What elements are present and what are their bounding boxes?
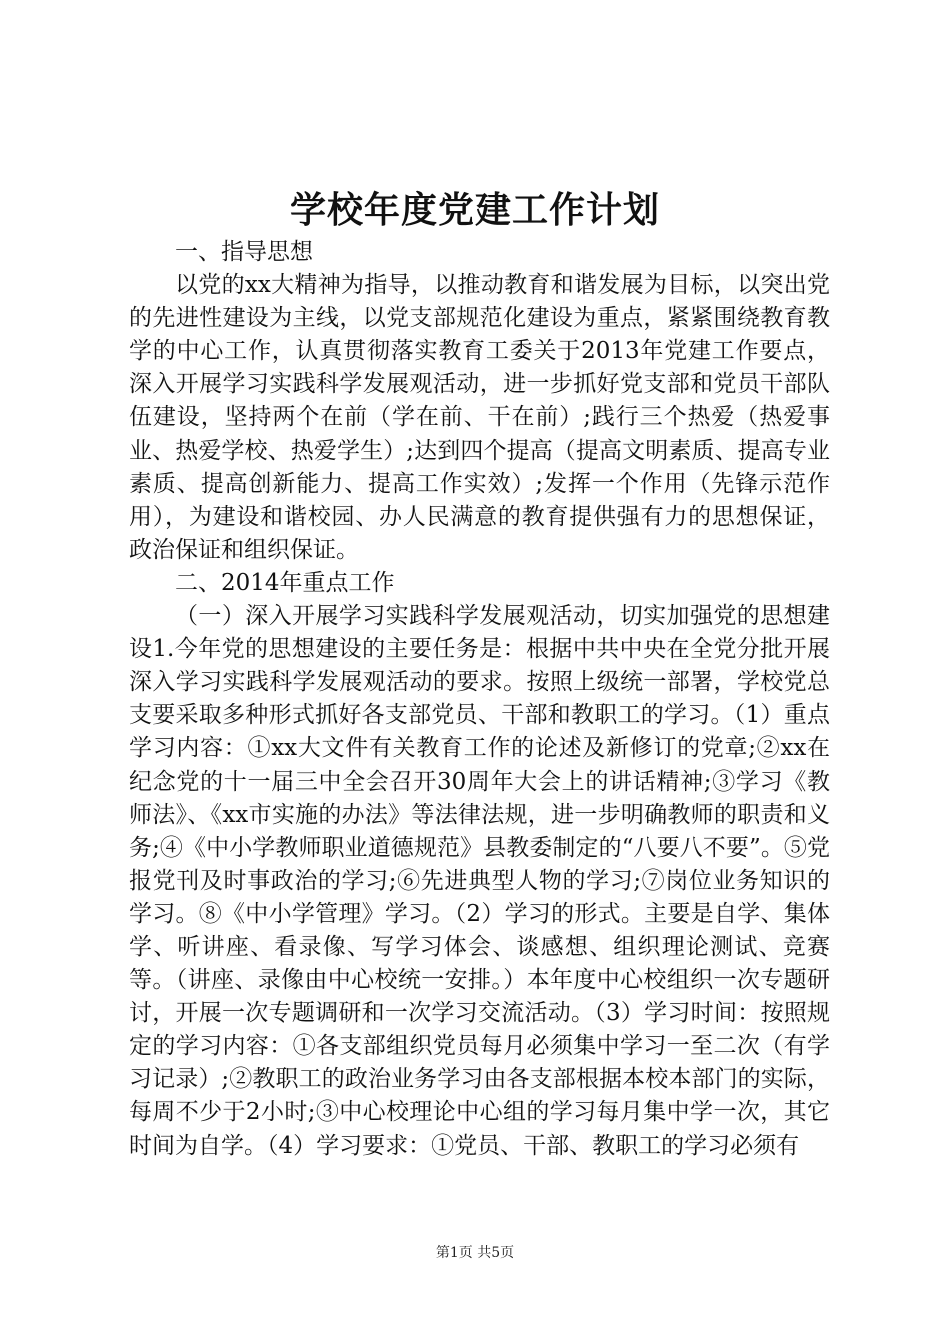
paragraph-key-work: （一）深入开展学习实践科学发展观活动，切实加强党的思想建设1.今年党的思想建设的主要任务是：根据中共中央在全党分批开展深入学习实践科学发展观活动的要求。按照上级统一部署，学校党总支要采取多种形式抓好各支部党员、干部和教职工的学习。（1）重点学习内容：①xx大文件有关教育工作的论述及新修订的党章;②xx在纪念党的十一届三中全会召开30周年大会上的讲话精神;③学习《教师法》、《xx市实施的办法》等法律法规，进一步明确教师的职责和义务;④《中小学教师职业道德规范》县教委制定的“八要八不要”。⑤党报党刊及时事政治的学习;⑥先进典型人物的学习;⑦岗位业务知识的学习。⑧《中小学管理》学习。（2）学习的形式。主要是自学、集体学、听讲座、看录像、写学习体会、谈感想、组织理论测试、竞赛等。（讲座、录像由中心校统一安排。）本年度中心校组织一次专题研讨，开展一次专题调研和一次学习交流活动。（3）学习时间：按照规定的学习内容：①各支部组织党员每月必须集中学习一至二次（有学习记录）;②教职工的政治业务学习由各支部根据本校本部门的实际，每周不少于2小时;③中心校理论中心组的学习每月集中学一次，其它时间为自学。（4）学习要求：①党员、干部、教职工的学习必须有 xyxy=(129,603,830,1159)
section-heading-key-work: 二、2014年重点工作 xyxy=(175,569,395,596)
page-footer: 第1页 共5页 xyxy=(435,1245,515,1261)
document-body xyxy=(129,236,830,1163)
document-title: 学校年度党建工作计划 xyxy=(289,189,660,231)
section-heading-guiding-ideology: 一、指导思想 xyxy=(175,239,313,265)
paragraph-guiding-ideology: 以党的xx大精神为指导，以推动教育和谐发展为目标，以突出党的先进性建设为主线，以党支部规范化建设为重点，紧紧围绕教育教学的中心工作，认真贯彻落实教育工委关于2013年党建工作要点，深入开展学习实践科学发展观活动，进一步抓好党支部和党员干部队伍建设，坚持两个在前（学在前、干在前）;践行三个热爱（热爱事业、热爱学校、热爱学生）;达到四个提高（提高文明素质、提高专业素质、提高创新能力、提高工作实效）;发挥一个作用（先锋示范作用），为建设和谐校园、办人民满意的教育提供强有力的思想保证，政治保证和组织保证。 xyxy=(129,272,830,563)
